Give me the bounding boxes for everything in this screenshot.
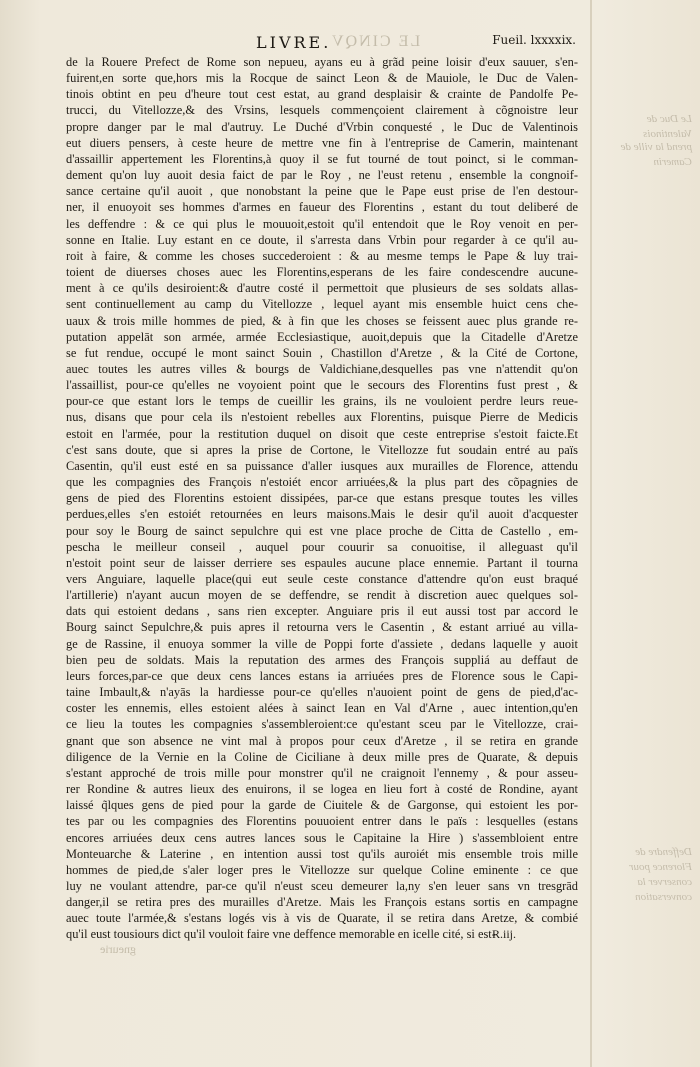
show-through-margin-note: Deffendre de Florence pour conserver la conversation [629,846,692,903]
page-gutter [590,0,592,1067]
text-line: trucci, du Vitellozze,& des Vrsins, lesquels commençoient clairement à cõgnoistre leur [66,103,578,118]
text-line: se fut rendue, occupé le mont sainct Souin , Chastillon d'Aretze , & la Cité de Cortone, [66,345,578,360]
text-line: c'est sans doute, que si apres la prise de Cortone, le Vitellozze fut soudain entré au païs [66,442,578,457]
text-line: propre danger par le mal d'autruy. Le Duché d'Vrbin conquesté , le Duc de Valentinois [66,119,578,134]
text-line: gnant que son absence ne vint mal à propos pour ceux d'Aretze , il se retira en grande [66,733,578,748]
text-line: que les compagnies des François n'estoiét encor arriuées,& la plus part des cõpagnies de [66,475,578,490]
text-line: vers Anguiare, laquelle place(qui eut seule ceste constance d'attendre qu'on eust braqué [66,572,578,586]
text-line: Monteuarche & Laterine , en intention aussi tost qu'ils auroiét mis ensemble trois mille [66,846,578,861]
text-line: Casentin, qu'il eust esté en sa puissance d'aller iusques aux murailles de Florence, attendu [66,458,578,473]
text-line: nus, disans que pour cela ils n'estoient rebelles aux Florentins, puisque Pierre de Medicis [66,410,578,425]
text-line: dats qui estoient dedans , sans rien excepter. Anguiare pris il eut aussi tost par accord le [66,604,578,619]
show-through-margin-note: Le Duc de Valentinois [643,113,692,140]
body-text [66,54,578,943]
text-line: leurs forces,par-ce que deux cens lances estans ia arriuées pres de Florence sous le Capi- [66,668,578,683]
show-through-running-head: LE CINQV [330,33,421,50]
text-line: encores arriuées deux cens autres lances sous le Capitaine la Hire ) s'assembloient entre [66,830,578,845]
text-line: sonne en Italie. Luy estant en ce doute, il s'arresta dans Vrbin pour regarder à ce qu'il au- [66,232,578,247]
text-line: pour soy le Bourg de sainct sepulchre qui est vne place proche de Citta de Castello , em- [66,523,578,538]
text-line: de la Rouere Prefect de Rome son nepueu, ayans eu à grãd peine loisir d'eux sauuer, s'en- [66,55,578,69]
text-line: Bourg sainct Sepulchre,& puis apres il retourna vers le Casentin , & estant arriué au villa- [66,620,578,635]
text-line: l'assaillist, pour-ce qu'elles ne voyoient point que le secours des Florentins fust prest , & [66,378,578,393]
show-through-margin-note: prend la ville de Camerin [620,141,692,168]
text-line: estoit en l'armée, pour la restitution duquel on disoit que ceste entreprise s'estoit faicte.Et [66,426,578,441]
text-line: taine Imbault,& n'ayās la hardiesse pour-ce qu'elles n'auoient point de gens de pied,d'ac- [66,685,578,700]
text-line: ner, il enuoyoit ses hommes d'armes en faueur des Florentins , estant du tout deliberé de [66,200,578,215]
text-line: roit à faire, & comme les choses succederoient : & au mesme temps le Pape & luy trai- [66,248,578,263]
text-line: tes par ou les compagnies des Florentins pouuoient entrer dans le païs : lesquelles (estans [66,814,578,829]
text-line: auec toute l'armée,& s'estans logés vis à vis de Quarate, il se retira dans Aretze, & combié [66,911,578,926]
folio-number: Fueil. lxxxxix. [492,33,576,47]
text-line: laissé q̃lques gens de pied pour la garde de Ciuitele & de Gargonse, qui estoient les por- [66,798,578,813]
text-line: ment à ce qu'ils desiroient:& d'autre costé il permettoit que plusieurs de ses soldats allas- [66,281,578,296]
text-line: toient de diuerses choses auec les Florentins,esperans de les faire condescendre aucune- [66,265,578,280]
text-line: fuirent,en sorte que,hors mis la Rocque de sainct Leon & de Mauiole, le Duc de Valen- [66,71,578,86]
text-line: dement qu'on luy auoit desia faict de par le Roy , ne l'eust retenu , ensemble la congnoif- [66,168,578,183]
text-line: eut diuers pensers, à ceste heure de mettre vne fin à l'entreprise de Camerin, maintenant [66,135,578,150]
text-line: sent continuellement au camp du Vitellozze , lequel ayant mis ensemble huict cens che- [66,297,578,312]
signature-mark: R.iij. [492,927,517,941]
text-line: ge de Rassine, il enuoya sommer la ville de Poppi forte d'assiete , dedans laquelle y auoit [66,636,578,651]
text-line: l'artillerie) n'ayant aucun moyen de se deffendre, se rendit à discretion auec quelques sol- [66,588,578,603]
text-line: luy ne voulant attendre, par-ce qu'il n'eust sceu demeurer la,ny s'en leuer sans vn tresgrād [66,878,578,893]
text-line: tinois obtint en peu d'heure tout cest estat, au grand desplaisir & crainte de Pandolfe Pe- [66,87,578,102]
text-line: coster les ennemis, elles estoient alées à sainct Iean en Val d'Arne , auec intention,qu'en [66,701,578,716]
text-line: s'estant approché de trois mille pour monstrer qu'il ne craignoit l'ennemy , & pour asseu- [66,765,578,780]
running-head: LIVRE. [256,33,332,52]
text-line: ce lieu la toutes les compagnies s'assembleroient:ce qu'estant sceu par le Vitellozze, crai- [66,717,578,732]
text-line: diligence de la Vernie en la Coline de Ciciliane à deux mille pres de Quarate, & depuis [66,749,578,764]
text-line: sance certaine qu'il auoit , que nonobstant la peine que le Pape eust prise de l'en destour- [66,184,578,199]
text-line: pour-ce que estant lors le temps de cueillir les grains, ils ne vouloient perdre leurs reue- [66,394,578,409]
text-line: pescha le meilleur conseil , auquel pour couurir sa conuoitise, il alleguast qu'il [66,539,578,554]
text-line: qu'il eust tousiours dict qu'il vouloit faire vne deffence memorable en icelle cité, si est- [66,927,496,942]
text-line: uaux & trois mille hommes de pied, & à fin que les choses se feissent auec plus grande re- [66,313,578,328]
text-line: putation appelāt son armée, armée Ecclesiastique, auoit,depuis que la Citadelle d'Aretze [66,329,578,344]
text-line: rer Rondine & autres lieux des enuirons, il se logea en lieu fort à costé de Rondine, ayant [66,782,578,797]
text-line: les deffendre : & ce qui plus le mouuoit,estoit qu'il entendoit que le Roy venoit en per- [66,216,578,231]
text-line: n'estoit point seur de laisser derriere ses espaules aucune place ennemie. Partant il tourna [66,555,578,570]
text-line: d'assaillir appertement les Florentins,à quoy il se fut tourné de tout poinct, si le comman- [66,151,578,166]
text-line: perdues,elles s'en estoiét retournées en leurs maisons.Mais le desir qu'il auoit d'acquester [66,507,578,522]
text-line: danger,il se retira pres des murailles d'Aretze. Mais les François estans sortis en campagne [66,895,578,910]
text-line: gens de pied des Florentins estoient dissipées, par-ce que estans presque toutes les villes [66,491,578,506]
text-line: bien peu de soldats. Mais la reputation des armes des François suppliá au deffaut de [66,652,578,667]
page-header [66,33,576,55]
show-through-catchword: gneurie [100,942,136,956]
text-line: hommes de pied,de s'aler loger pres le Vitellozze sur quelque Coline eminente : ce que [66,862,578,877]
text-line: auec toutes les autres villes & bourgs de Valdichiane,desquelles pas vne n'attendit qu'on [66,361,578,376]
